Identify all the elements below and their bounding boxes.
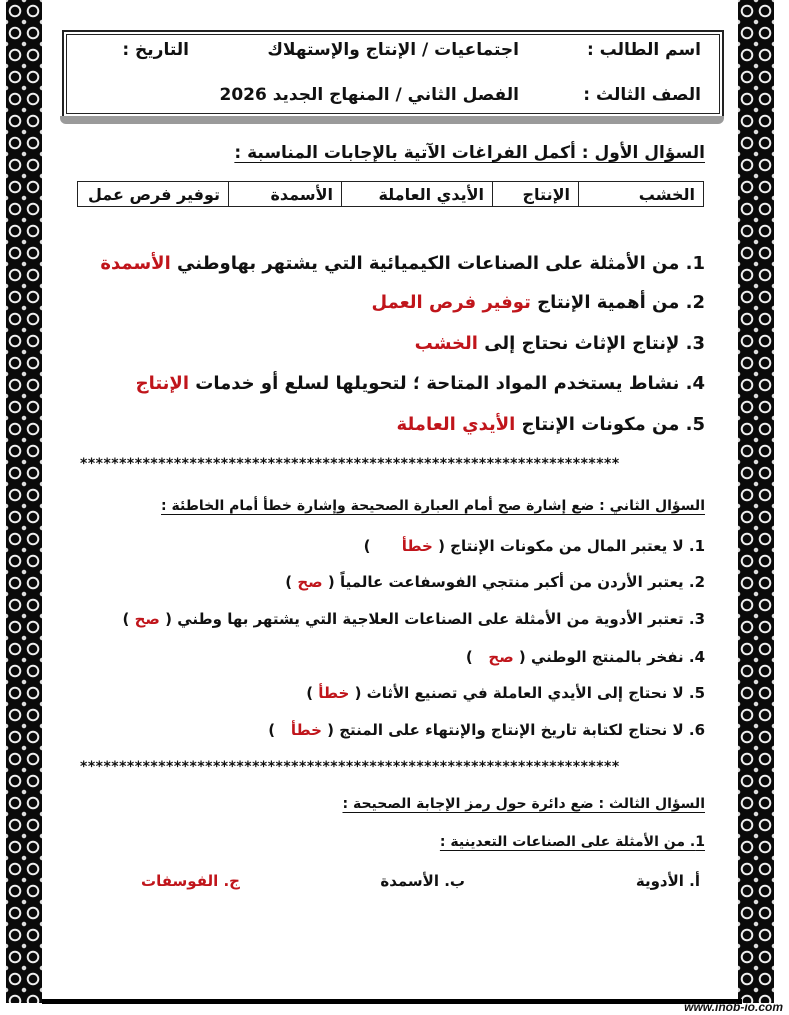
q2-item-text: 2. يعتبر الأردن من أكبر منتجي الفوسفاعت عالمياً ( <box>322 573 705 591</box>
q1-item-text: 1. من الأمثلة على الصناعات الكيميائية التي يشتهر بهاوطني <box>170 253 705 274</box>
q2-item-text: 4. نفخر بالمنتج الوطني ( <box>513 648 705 666</box>
word-bank-cell: الخشب <box>579 182 704 207</box>
q2-item-text: 5. لا نحتاج إلى الأيدي العاملة في تصنيع الأثاث ( <box>349 684 705 702</box>
term-title: الفصل الثاني / المنهاج الجديد 2026 <box>219 85 519 105</box>
watermark: www.inob-io.com <box>684 1000 783 1014</box>
q1-item-text: 4. نشاط يستخدم المواد المتاحة ؛ لتحويلها لسلع أو خدمات <box>189 373 705 394</box>
decorative-border-right <box>738 0 774 1003</box>
question2-title: السؤال الثاني : ضع إشارة صح أمام العبارة الصحيحة وإشارة خطأ أمام الخاطئة : <box>161 498 705 514</box>
q2-item-close: ) <box>465 648 489 666</box>
q1-item <box>100 253 705 274</box>
decorative-border-left <box>6 0 42 1003</box>
q1-item-text: 3. لإنتاج الإثاث نحتاج إلى <box>477 333 705 354</box>
q1-item-answer: الخشب <box>414 333 478 354</box>
word-bank-cell: الأسمدة <box>229 182 342 207</box>
q2-item-answer: صح <box>297 573 323 591</box>
student-name-label: اسم الطالب : <box>586 40 701 60</box>
question1-title: السؤال الأول : أكمل الفراغات الآتية بالإجابات المناسبة : <box>234 143 705 163</box>
q1-item-text: 5. من مكونات الإنتاج <box>515 414 705 435</box>
separator-stars: ********************************************************************* <box>80 759 620 775</box>
q1-item-answer: الأيدي العاملة <box>396 414 516 435</box>
q2-item-close: ) <box>285 573 298 591</box>
question3-title: السؤال الثالث : ضع دائرة حول رمز الإجابة الصحيحة : <box>342 796 705 812</box>
q2-item-answer: خطأ <box>318 684 350 702</box>
option-c-correct[interactable]: ج. الفوسفات <box>141 872 240 890</box>
option-b[interactable]: ب. الأسمدة <box>380 872 465 890</box>
q2-item <box>364 537 705 555</box>
q1-item-text: 2. من أهمية الإنتاج <box>530 292 705 313</box>
bottom-border-line <box>42 999 742 1004</box>
subject-title: اجتماعيات / الإنتاج والإستهلاك <box>267 40 519 60</box>
separator-stars: ********************************************************************* <box>80 456 620 472</box>
q2-item-close: ) <box>122 610 135 628</box>
q1-item-answer: الأسمدة <box>100 253 171 274</box>
word-bank-table <box>77 181 704 207</box>
q2-item-answer: صح <box>134 610 160 628</box>
q2-item-close: ) <box>306 684 319 702</box>
q2-item-close: ) <box>363 537 402 555</box>
q2-item-text: 6. لا نحتاج لكتابة تاريخ الإنتاج والإنتهاء على المنتج ( <box>321 721 705 739</box>
date-label: التاريخ : <box>122 40 189 60</box>
option-a[interactable]: أ. الأدوية <box>635 872 700 890</box>
q2-item <box>466 648 705 666</box>
q2-item <box>285 573 705 591</box>
q2-item-answer: خطأ <box>290 721 322 739</box>
q1-item <box>372 292 706 313</box>
header-shadow <box>60 116 724 124</box>
word-bank-cell: توفير فرص عمل <box>78 182 229 207</box>
q1-item-answer: توفير فرص العمل <box>371 292 531 313</box>
q1-item <box>397 414 705 435</box>
q2-item <box>306 684 705 702</box>
q1-item <box>136 373 705 394</box>
q1-item <box>415 333 705 354</box>
q2-item-answer: خطأ <box>401 537 433 555</box>
q2-item-text: 1. لا يعتبر المال من مكونات الإنتاج ( <box>432 537 705 555</box>
q2-item-text: 3. تعتبر الأدوية من الأمثلة على الصناعات العلاجية التي يشتهر بها وطني ( <box>159 610 705 628</box>
q2-item-close: ) <box>268 721 291 739</box>
q2-item-answer: صح <box>488 648 514 666</box>
q2-item <box>123 610 705 628</box>
grade-label: الصف الثالث : <box>583 85 701 105</box>
q1-item-answer: الإنتاج <box>135 373 190 394</box>
word-bank-cell: الأيدي العاملة <box>342 182 493 207</box>
q2-item <box>268 721 705 739</box>
question3-item: 1. من الأمثلة على الصناعات التعدينية : <box>439 834 705 850</box>
word-bank-cell: الإنتاج <box>493 182 579 207</box>
